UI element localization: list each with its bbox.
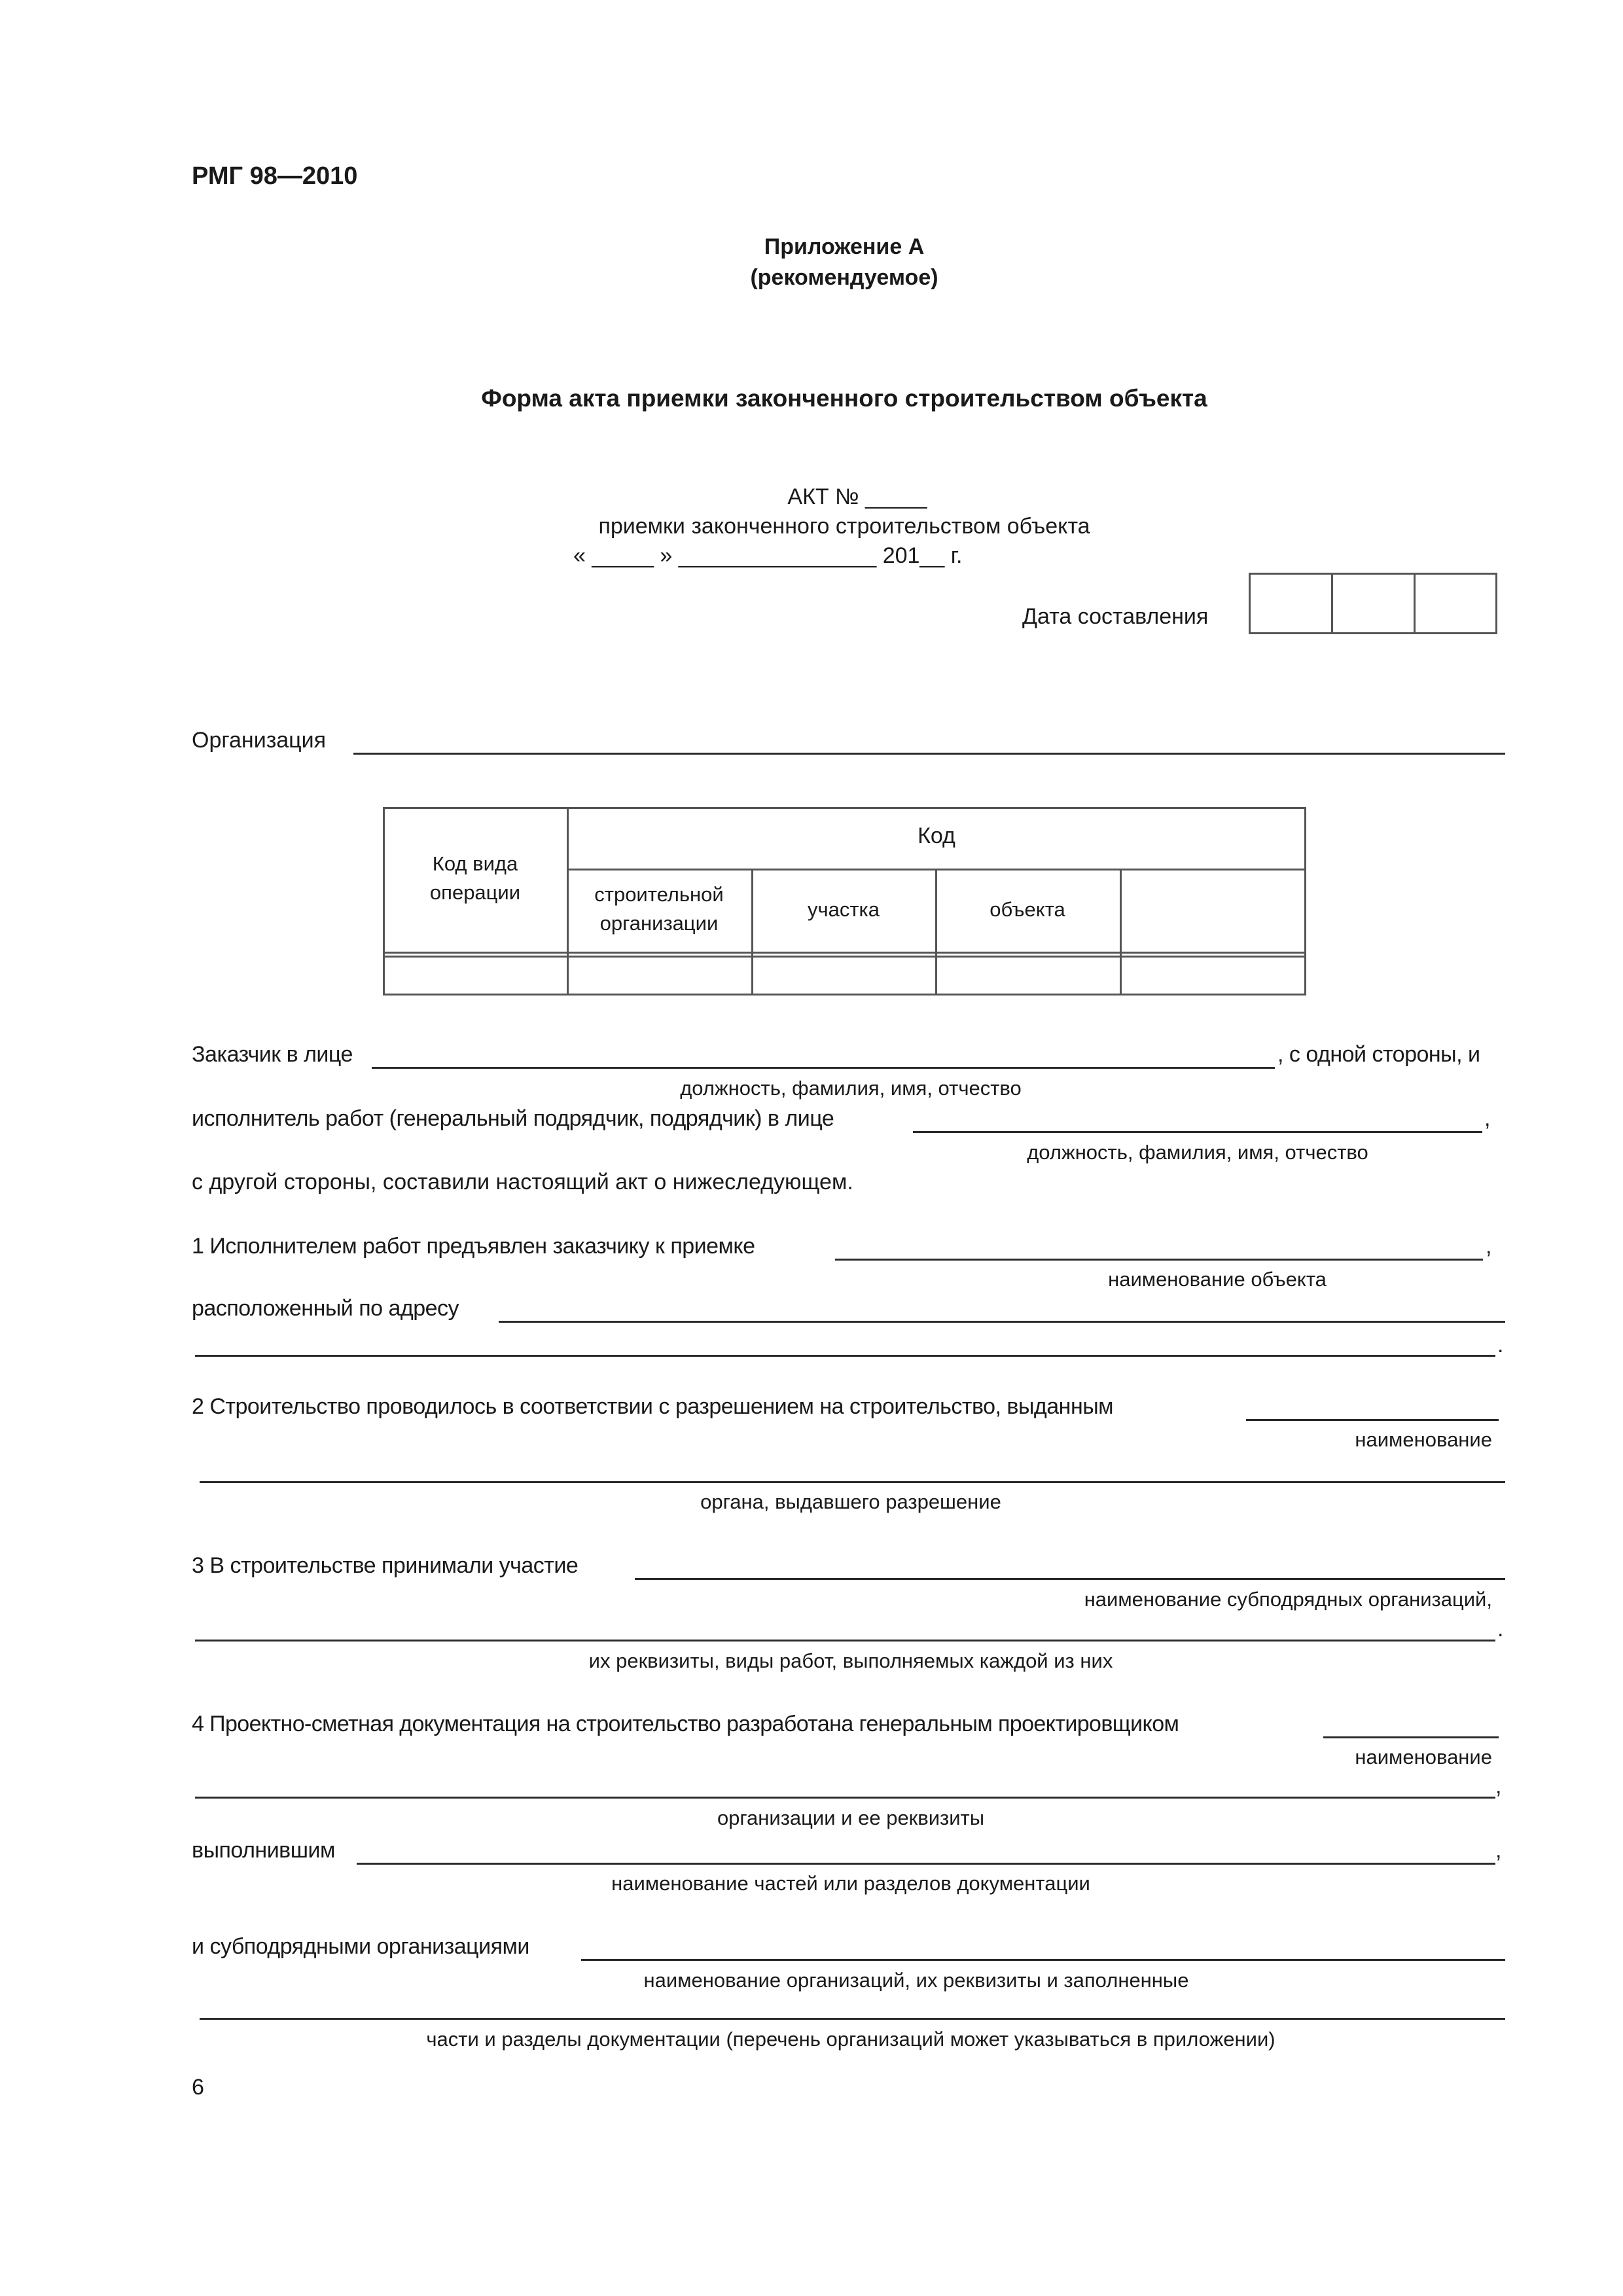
date-label: Дата составления <box>1022 604 1209 629</box>
other-side-text: с другой стороны, составили настоящий акт о нижеследующем. <box>192 1170 853 1194</box>
page-number: 6 <box>192 2075 204 2100</box>
table-divider <box>383 952 1306 954</box>
item2-text: 2 Строительство проводилось в соответствии с разрешением на строительство, выданным <box>192 1394 1114 1419</box>
customer-suffix: , с одной стороны, и <box>1277 1042 1480 1067</box>
item2-issuer-field-2[interactable] <box>200 1481 1505 1483</box>
date-box-divider <box>1414 573 1416 634</box>
table-divider <box>567 869 1306 870</box>
table-cell[interactable] <box>1122 958 1304 994</box>
contractor-suffix: , <box>1484 1106 1491 1131</box>
item3-end: . <box>1497 1617 1504 1641</box>
form-title: Форма акта приемки законченного строительством объекта <box>481 385 1207 412</box>
item4-done-label: выполнившим <box>192 1838 335 1863</box>
table-cell[interactable] <box>753 958 934 994</box>
contractor-field[interactable] <box>913 1131 1482 1133</box>
item4-comma2: , <box>1495 1838 1502 1863</box>
act-date-line: « _____ » ________________ 201__ г. <box>573 543 963 568</box>
table-header-object: объекта <box>990 898 1065 921</box>
item4-hint2: организации и ее реквизиты <box>717 1806 985 1829</box>
doc-code: РМГ 98—2010 <box>192 162 358 190</box>
contractor-hint: должность, фамилия, имя, отчество <box>1027 1141 1368 1164</box>
item1-suffix: , <box>1486 1234 1492 1259</box>
item3-hint2: их реквизиты, виды работ, выполняемых каждой из них <box>588 1649 1113 1672</box>
item4-designer-field[interactable] <box>1323 1736 1499 1738</box>
item1-object-field[interactable] <box>835 1259 1483 1261</box>
customer-hint: должность, фамилия, имя, отчество <box>680 1077 1022 1100</box>
item1-address-label: расположенный по адресу <box>192 1296 459 1321</box>
act-subtitle: приемки законченного строительством объекта <box>598 514 1090 539</box>
item4-sub-label: и субподрядными организациями <box>192 1934 529 1959</box>
item4-parts-field[interactable] <box>357 1863 1495 1865</box>
item4-text: 4 Проектно-сметная документация на строительство разработана генеральным проектировщиком <box>192 1712 1179 1736</box>
item1-end: . <box>1497 1333 1504 1357</box>
table-cell[interactable] <box>569 958 749 994</box>
customer-field[interactable] <box>372 1067 1275 1069</box>
item4-comma1: , <box>1495 1774 1502 1799</box>
act-number: АКТ № _____ <box>787 484 927 509</box>
customer-label: Заказчик в лице <box>192 1042 353 1067</box>
table-header-operation-code: Код вида операции <box>429 852 521 904</box>
item4-hint1: наименование <box>1355 1746 1492 1768</box>
item4-subcontractors-field-2[interactable] <box>200 2018 1505 2020</box>
organization-field[interactable] <box>353 753 1505 755</box>
table-header-code: Код <box>918 823 955 848</box>
date-boxes[interactable] <box>1249 573 1497 634</box>
date-box-divider <box>1331 573 1333 634</box>
item1-address-field-2[interactable] <box>195 1355 1495 1357</box>
appendix-note: (рекомендуемое) <box>750 265 938 290</box>
item3-text: 3 В строительстве принимали участие <box>192 1553 579 1578</box>
item4-hint3: наименование частей или разделов документации <box>611 1872 1090 1895</box>
table-header-construction-org: строительной организации <box>594 883 724 935</box>
item2-issuer-field[interactable] <box>1246 1419 1499 1421</box>
appendix-title: Приложение А <box>764 234 925 259</box>
item3-participants-field[interactable] <box>635 1578 1505 1580</box>
organization-label: Организация <box>192 728 327 753</box>
item2-hint2: органа, выдавшего разрешение <box>700 1490 1001 1513</box>
item4-hint4: наименование организаций, их реквизиты и заполненные <box>643 1969 1189 1992</box>
item1-hint: наименование объекта <box>1108 1268 1327 1291</box>
table-header-site: участка <box>807 898 880 921</box>
table-cell[interactable] <box>937 958 1118 994</box>
item2-hint1: наименование <box>1355 1428 1492 1451</box>
table-cell[interactable] <box>385 958 565 994</box>
item1-address-field[interactable] <box>499 1321 1505 1323</box>
item1-text: 1 Исполнителем работ предъявлен заказчику к приемке <box>192 1234 755 1259</box>
contractor-label: исполнитель работ (генеральный подрядчик, подрядчик) в лице <box>192 1106 834 1131</box>
item4-designer-field-2[interactable] <box>195 1797 1495 1799</box>
item3-participants-field-2[interactable] <box>195 1640 1495 1641</box>
item4-hint5: части и разделы документации (перечень организаций может указываться в приложении) <box>426 2028 1275 2051</box>
item4-subcontractors-field[interactable] <box>581 1959 1505 1961</box>
item3-hint1: наименование субподрядных организаций, <box>1084 1588 1492 1611</box>
